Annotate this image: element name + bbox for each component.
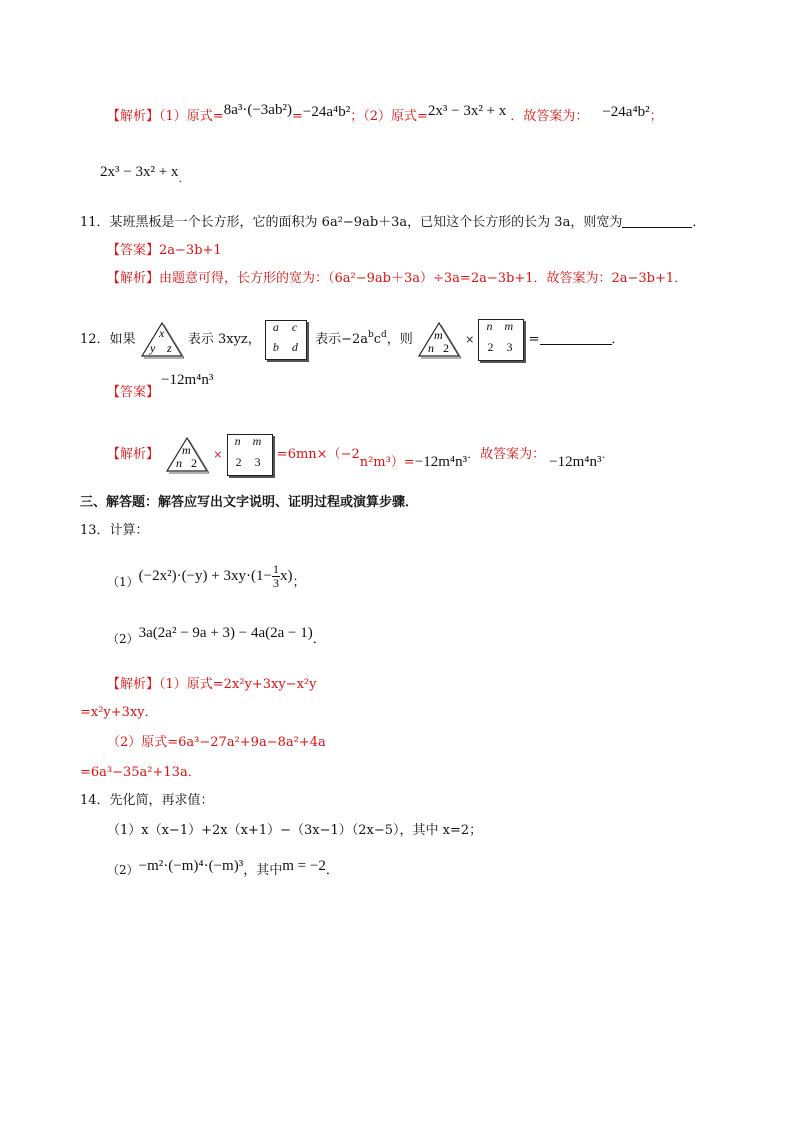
q11-analysis-text: 由题意可得，长方形的宽为：（6a²−9ab＋3a）÷3a=2a−3b+1．故答案为：2a−3b+1． — [159, 271, 688, 286]
q13-question — [80, 522, 149, 540]
q12-question — [80, 318, 625, 362]
answer-1: −24a⁴b² — [602, 104, 650, 120]
times-sign: × — [465, 333, 475, 346]
q13-sub2-end: ． — [312, 632, 326, 647]
q12-analysis — [107, 432, 614, 477]
a-tri-top: m — [182, 442, 191, 457]
a-box-br: 3 — [254, 454, 261, 469]
equals: = — [291, 109, 303, 124]
box2-bl: 2 — [487, 339, 494, 354]
q11-end: ． — [692, 215, 706, 230]
q12-exp-b: b — [367, 330, 374, 340]
q14-sub2 — [107, 858, 339, 883]
q12-if: 如果 — [109, 332, 136, 347]
q12-analysis-answer-intro: ．故答案为： — [467, 447, 546, 462]
q12-represents-1: 表示 3xyz， — [187, 332, 261, 347]
analysis-label: 【解析】 — [107, 677, 160, 692]
q11-analysis — [107, 270, 687, 288]
q13-title: 计算： — [109, 523, 149, 538]
a-times-sign: × — [213, 448, 223, 461]
a-tri-left: n — [176, 455, 183, 470]
q14-number: 14． — [80, 793, 110, 808]
triangle-figure-xyz — [140, 321, 184, 359]
box-figure-nm23 — [478, 319, 524, 361]
analysis-box-nm23 — [227, 434, 273, 476]
q11-question — [80, 214, 705, 232]
answer-label: 【答案】 — [107, 385, 160, 400]
q13-analysis-1b: =x²y+3xy． — [80, 705, 158, 720]
q12-answer — [107, 372, 214, 402]
q12-represents-2: 表示−2a — [315, 332, 368, 347]
tri2-right: 2 — [442, 340, 449, 355]
box1-tr: c — [291, 319, 298, 334]
box1-tl: a — [272, 319, 279, 334]
q12-analysis-part-b: n²m³）= — [359, 455, 415, 470]
q12-analysis-part-a: =6mn×（−2 — [276, 447, 360, 462]
q14-sub2-where: ，其中 — [243, 863, 283, 878]
period: ． — [178, 171, 192, 186]
answer-2: 2x³ − 3x² + x — [100, 164, 179, 180]
q12-exp-d: d — [381, 330, 387, 340]
q13-analysis-2b: =6a³−35a²+13a． — [80, 765, 201, 780]
q12-number: 12． — [80, 332, 110, 347]
a-tri-right: 2 — [191, 455, 198, 470]
analysis-label: 【解析】 — [107, 271, 160, 286]
a-box-tl: n — [234, 433, 241, 448]
frac-denominator: 3 — [272, 576, 279, 590]
a-box-tr: m — [252, 433, 262, 448]
q13-analysis-1-text: （1）原式=2x²y+3xy−x²y — [159, 677, 317, 692]
analysis-label: 【解析】 — [107, 447, 160, 462]
q13-sub2 — [107, 624, 326, 655]
a-box-bl: 2 — [235, 454, 242, 469]
part1-label: （1）原式= — [159, 109, 224, 124]
answer-label: 【答案】 — [107, 243, 160, 258]
q13-sub1-expr-b: x) — [279, 568, 293, 584]
expr-result1: −24a⁴b² — [302, 104, 351, 120]
q11-number: 11． — [80, 215, 110, 230]
section-3-heading: 三、解答题：解答应写出文字说明、证明过程或演算步骤． — [80, 495, 419, 510]
separator: ； — [350, 109, 364, 124]
tri1-right: z — [166, 340, 172, 355]
q12-end: ． — [611, 332, 625, 347]
semicolon: ； — [649, 109, 663, 124]
q13-number: 13． — [80, 523, 110, 538]
tri2-top: m — [433, 327, 443, 342]
q14-sub2-label: （2） — [107, 863, 139, 877]
box2-br: 3 — [506, 339, 513, 354]
box2-tr: m — [504, 318, 514, 333]
part2-label: （2）原式= — [363, 109, 428, 124]
q12-analysis-answer: −12m⁴n³ — [549, 454, 602, 470]
q14-question — [80, 792, 214, 810]
box2-tl: n — [486, 318, 493, 333]
q11-answer — [107, 242, 222, 260]
q13-sub2-expr: 3a(2a² − 9a + 3) − 4a(2a − 1) — [138, 625, 313, 641]
box1-bl: b — [272, 339, 279, 354]
q13-sub1-end: ； — [292, 575, 306, 590]
q11-text: 某班黑板是一个长方形，它的面积为 6a²−9ab＋3a，已知这个长方形的长为 3a，则宽为 — [109, 215, 623, 230]
tri1-top: x — [158, 325, 165, 340]
q11-answer-text: 2a−3b+1 — [159, 243, 222, 258]
triangle-figure-mn2 — [417, 321, 461, 359]
top-analysis-line2 — [100, 163, 192, 186]
q12-analysis-end: ． — [601, 447, 615, 462]
q13-sub1 — [107, 564, 305, 601]
q14-sub2-expr: −m²·(−m)⁴·(−m)³ — [138, 858, 244, 874]
tri2-left: n — [427, 340, 434, 355]
q12-equals: = — [528, 332, 540, 347]
q12-analysis-result: −12m⁴n³ — [414, 454, 468, 470]
expr-2x3: 2x³ − 3x² + x — [427, 103, 507, 119]
fraction-one-third — [272, 563, 280, 590]
q13-analysis-2: （2）原式=6a³−27a²+9a−8a²+4a — [107, 735, 326, 750]
top-analysis-line — [107, 102, 663, 126]
box1-br: d — [291, 339, 298, 354]
q12-then: ，则 — [386, 332, 413, 347]
q11-blank — [622, 215, 692, 228]
analysis-triangle-mn2 — [163, 436, 209, 474]
q14-sub1: （1）x（x−1）+2x（x+1）−（3x−1）（2x−5），其中 x=2； — [107, 823, 483, 838]
q12-answer-expr: −12m⁴n³ — [161, 372, 214, 388]
frac-numerator: 1 — [272, 562, 279, 576]
analysis-label: 【解析】 — [107, 109, 160, 124]
q13-sub1-expr-a: (−2x²)·(−y) + 3xy·(1− — [138, 568, 272, 584]
q13-analysis-1 — [107, 676, 316, 694]
q13-sub1-label: （1） — [107, 575, 139, 589]
q13-sub2-label: （2） — [107, 632, 139, 646]
q12-blank — [540, 332, 612, 345]
tri1-left: y — [149, 340, 156, 355]
q12-c: c — [373, 332, 382, 347]
box-figure-abcd — [265, 320, 307, 360]
expr-8a3: 8a³·(−3ab²) — [223, 102, 292, 118]
answer-intro: ．故答案为： — [510, 109, 589, 124]
q14-sub2-end: ． — [325, 863, 339, 878]
q14-sub2-condition: m = −2 — [282, 858, 326, 874]
q14-title: 先化简，再求值： — [109, 793, 214, 808]
